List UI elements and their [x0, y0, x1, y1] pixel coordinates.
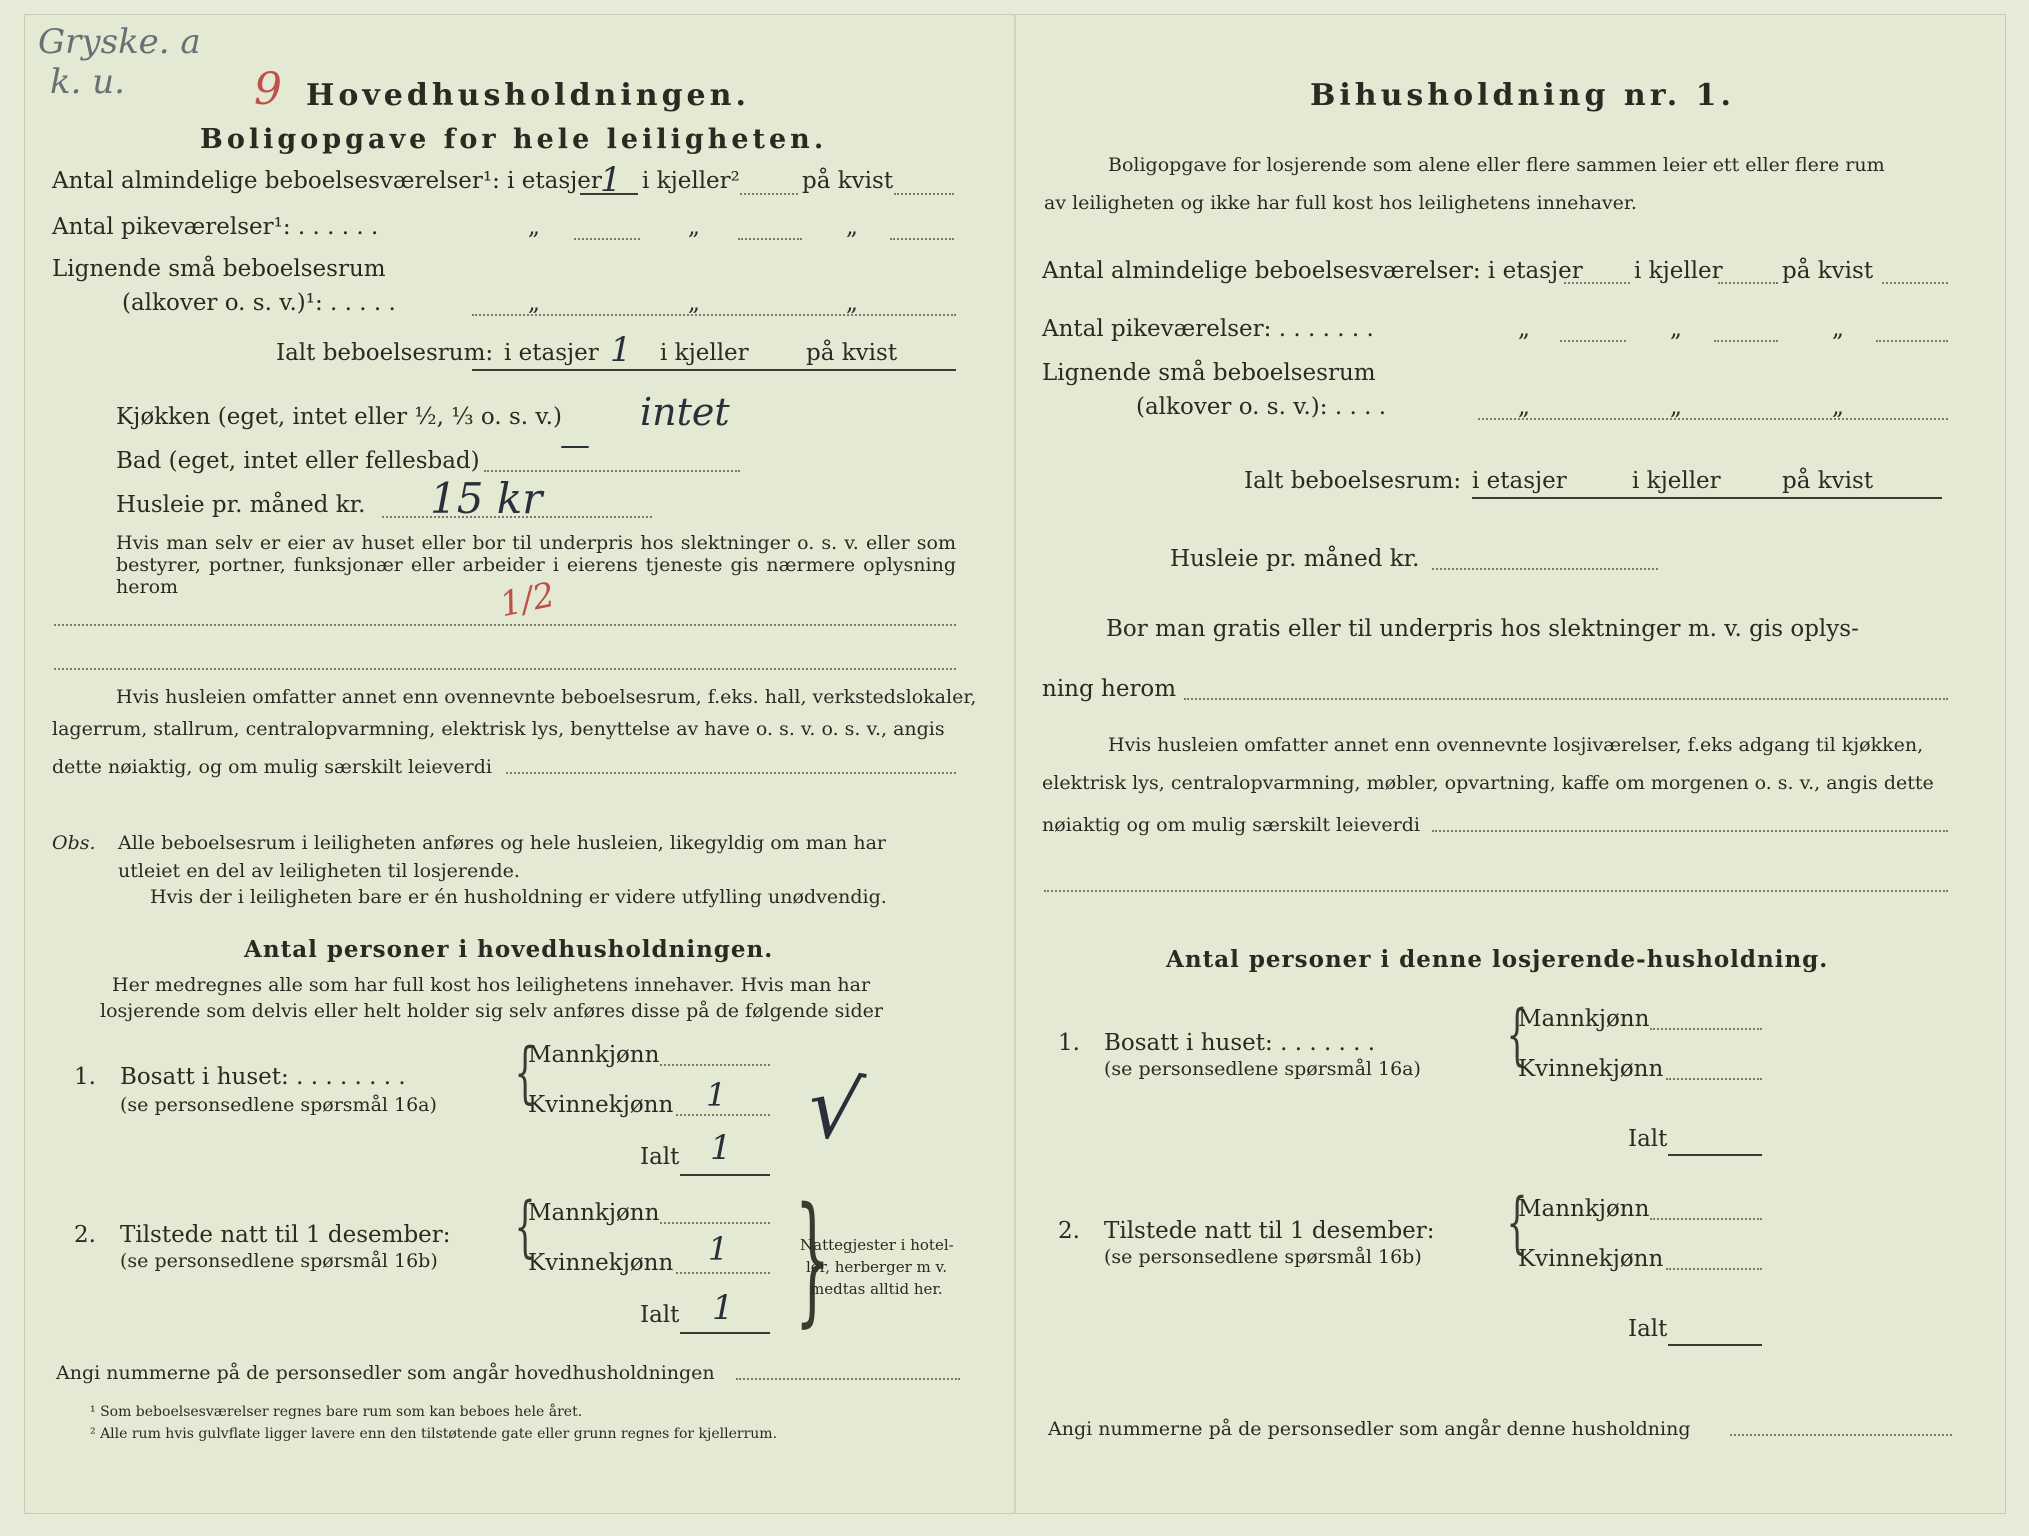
right-q2-kvinne-label: Kvinnekjønn	[1518, 1246, 1664, 1272]
right-q1-sub: (se personsedlene spørsmål 16a)	[1104, 1058, 1421, 1080]
right-gratis-field[interactable]	[1184, 698, 1948, 700]
right-q1-brace: {	[1506, 996, 1528, 1073]
left-small-rooms-label-2: (alkover o. s. v.)¹: . . . . .	[122, 290, 396, 316]
left-rooms-paa-kvist: på kvist	[802, 168, 894, 194]
ditto-mark: „	[1518, 394, 1530, 420]
right-pike-label: Antal pikeværelser: . . . . . . .	[1042, 316, 1374, 342]
right-intro-1: Boligopgave for losjerende som alene eller flere sammen leier ett eller flere rum	[1108, 154, 1885, 176]
left-q2-mann-field[interactable]	[660, 1222, 770, 1224]
right-total-paa-kvist: på kvist	[1782, 468, 1874, 494]
pencil-note-line-1: Gryske. a	[38, 22, 201, 62]
right-pike-kjeller-field[interactable]	[1714, 340, 1778, 342]
left-owner-text: Hvis man selv er eier av huset eller bor til underpris hos slektninger o. s. v. eller som bestyrer, portner, funksjonær eller arbeider i eierens tjeneste gis nærmere oplysning herom	[116, 532, 956, 598]
right-numbers-field[interactable]	[1730, 1434, 1952, 1436]
left-q1-mann-field[interactable]	[660, 1064, 770, 1066]
left-includes-text-2: lagerrum, stallrum, centralopvarmning, elektrisk lys, benyttelse av have o. s. v. o. s. v., angis	[52, 718, 945, 740]
night-guests-text-1: Nattegjester i hotel-	[800, 1236, 954, 1254]
left-q1-ialt-value: 1	[710, 1128, 732, 1168]
left-q2-brace: {	[514, 1188, 536, 1265]
left-bath-value: —	[560, 428, 590, 463]
right-rooms-i-kjeller: i kjeller	[1634, 258, 1723, 284]
right-gratis-text-1: Bor man gratis eller til underpris hos slektninger m. v. gis oplys-	[1106, 616, 1859, 642]
left-q2-mann-label: Mannkjønn	[528, 1200, 660, 1226]
left-kitchen-label: Kjøkken (eget, intet eller ½, ⅓ o. s. v.)	[116, 404, 562, 430]
left-subtitle: Boligopgave for hele leiligheten.	[200, 124, 828, 155]
left-q2-sub: (se personsedlene spørsmål 16b)	[120, 1250, 438, 1272]
right-q2-label: Tilstede natt til 1 desember:	[1104, 1218, 1435, 1244]
right-q1-kvinne-label: Kvinnekjønn	[1518, 1056, 1664, 1082]
left-obs-text-1: Alle beboelsesrum i leiligheten anføres og hele husleien, likegyldig om man har	[118, 832, 886, 854]
right-q2-sub: (se personsedlene spørsmål 16b)	[1104, 1246, 1422, 1268]
left-includes-field[interactable]	[506, 772, 956, 774]
house-number: 9	[254, 64, 282, 115]
right-q2-mann-field[interactable]	[1650, 1218, 1762, 1220]
left-obs-text-2: utleiet en del av leiligheten til losjerende.	[118, 860, 520, 882]
right-persons-title: Antal personer i denne losjerende-husholdning.	[1166, 946, 1829, 973]
night-guests-text-3: medtas alltid her.	[810, 1280, 943, 1298]
right-rooms-label: Antal almindelige beboelsesværelser: i etasjer	[1042, 258, 1583, 284]
left-obs-label: Obs.	[52, 832, 96, 854]
left-rooms-kvist-field[interactable]	[894, 193, 954, 195]
left-q1-number: 1.	[74, 1064, 96, 1090]
right-rooms-paa-kvist: på kvist	[1782, 258, 1874, 284]
ditto-mark: „	[846, 214, 858, 240]
left-q1-mann-label: Mannkjønn	[528, 1042, 660, 1068]
left-q1-kvinne-value: 1	[706, 1076, 727, 1114]
right-pike-kvist-field[interactable]	[1876, 340, 1948, 342]
left-q1-brace: {	[514, 1034, 536, 1111]
left-rent-label: Husleie pr. måned kr.	[116, 492, 366, 518]
right-rent-label: Husleie pr. måned kr.	[1170, 546, 1420, 572]
left-rooms-label: Antal almindelige beboelsesværelser¹: i etasjer	[52, 168, 602, 194]
ditto-mark: „	[688, 290, 700, 316]
right-intro-2: av leiligheten og ikke har full kost hos leilighetens innehaver.	[1044, 192, 1637, 214]
right-q1-mann-label: Mannkjønn	[1518, 1006, 1650, 1032]
right-rooms-kjeller-field[interactable]	[1718, 282, 1778, 284]
left-numbers-label: Angi nummerne på de personsedler som angår hovedhusholdningen	[56, 1362, 715, 1384]
left-numbers-field[interactable]	[736, 1378, 960, 1380]
right-includes-text-3: nøiaktig og om mulig særskilt leieverdi	[1042, 814, 1420, 836]
left-small-rooms-field[interactable]	[472, 314, 956, 316]
ditto-mark: „	[846, 290, 858, 316]
left-includes-text-3: dette nøiaktig, og om mulig særskilt leieverdi	[52, 756, 492, 778]
page-fold	[1014, 14, 1016, 1514]
right-title: Bihusholdning nr. 1.	[1310, 78, 1735, 113]
left-q1-ialt-label: Ialt	[640, 1144, 680, 1170]
right-includes-text-2: elektrisk lys, centralopvarmning, møbler, opvartning, kaffe om morgenen o. s. v., angis dette	[1042, 772, 1934, 794]
right-includes-field-2[interactable]	[1044, 890, 1948, 892]
right-q2-number: 2.	[1058, 1218, 1080, 1244]
left-q1-ialt-field[interactable]	[680, 1174, 770, 1176]
ditto-mark: „	[1832, 394, 1844, 420]
right-pike-etasjer-field[interactable]	[1560, 340, 1626, 342]
left-q2-ialt-field[interactable]	[680, 1332, 770, 1334]
check-mark: √	[801, 1056, 869, 1162]
left-q1-label: Bosatt i huset: . . . . . . . .	[120, 1064, 406, 1090]
left-q1-kvinne-field[interactable]	[676, 1114, 770, 1116]
right-includes-text-1: Hvis husleien omfatter annet enn ovennevnte losjiværelser, f.eks adgang til kjøkken,	[1108, 734, 1924, 756]
right-q1-mann-field[interactable]	[1650, 1028, 1762, 1030]
left-persons-text-1: Her medregnes alle som har full kost hos leilighetens innehaver. Hvis man har	[112, 974, 871, 996]
left-q2-kvinne-label: Kvinnekjønn	[528, 1250, 674, 1276]
pencil-note-line-2: k. u.	[50, 62, 125, 102]
ditto-mark: „	[528, 290, 540, 316]
night-guests-text-2: ler, herberger m v.	[806, 1258, 947, 1276]
left-rent-value: 15 kr	[430, 474, 543, 523]
left-obs-text-3: Hvis der i leiligheten bare er én husholdning er videre utfylling unødvendig.	[150, 886, 887, 908]
left-total-etasjer-value: 1	[610, 330, 632, 370]
right-q2-kvinne-field[interactable]	[1666, 1268, 1762, 1270]
left-total-i-etasjer: i etasjer	[504, 340, 599, 366]
left-rooms-i-kjeller: i kjeller²	[642, 168, 740, 194]
right-q1-kvinne-field[interactable]	[1666, 1078, 1762, 1080]
right-q2-ialt-field[interactable]	[1668, 1344, 1762, 1346]
right-rooms-etasjer-field[interactable]	[1564, 282, 1630, 284]
left-q2-kvinne-field[interactable]	[676, 1272, 770, 1274]
right-q2-ialt-label: Ialt	[1628, 1316, 1668, 1342]
left-pike-kjeller-field[interactable]	[738, 238, 802, 240]
right-q2-mann-label: Mannkjønn	[1518, 1196, 1650, 1222]
right-total-field[interactable]	[1472, 497, 1942, 499]
left-total-paa-kvist: på kvist	[806, 340, 898, 366]
left-bath-field[interactable]	[484, 470, 740, 472]
right-total-i-etasjer: i etasjer	[1472, 468, 1567, 494]
left-rooms-kjeller-field[interactable]	[740, 193, 798, 195]
right-includes-field-1[interactable]	[1432, 830, 1948, 832]
left-q2-ialt-label: Ialt	[640, 1302, 680, 1328]
left-rooms-etasjer-value: 1	[600, 160, 622, 200]
footnote-2: ² Alle rum hvis gulvflate ligger lavere enn den tilstøtende gate eller grunn regnes for kjellerrum.	[90, 1426, 778, 1442]
left-pike-etasjer-field[interactable]	[574, 238, 640, 240]
ditto-mark: „	[1832, 316, 1844, 342]
left-persons-text-2: losjerende som delvis eller helt holder sig selv anføres disse på de følgende sider	[100, 1000, 883, 1022]
right-q1-number: 1.	[1058, 1030, 1080, 1056]
right-rent-field[interactable]	[1432, 568, 1658, 570]
left-total-field[interactable]	[472, 369, 956, 371]
left-owner-field-2[interactable]	[54, 668, 956, 670]
left-q2-label: Tilstede natt til 1 desember:	[120, 1222, 451, 1248]
left-kitchen-value: intet	[640, 390, 730, 434]
left-q1-kvinne-label: Kvinnekjønn	[528, 1092, 674, 1118]
right-small-rooms-label-1: Lignende små beboelsesrum	[1042, 360, 1376, 386]
right-q1-ialt-field[interactable]	[1668, 1154, 1762, 1156]
right-numbers-label: Angi nummerne på de personsedler som angår denne husholdning	[1048, 1418, 1691, 1440]
left-includes-text-1: Hvis husleien omfatter annet enn ovennevnte beboelsesrum, f.eks. hall, verkstedslokaler,	[116, 686, 977, 708]
right-q2-brace: {	[1506, 1184, 1528, 1261]
left-q2-right-brace: }	[794, 1178, 831, 1341]
right-q1-ialt-label: Ialt	[1628, 1126, 1668, 1152]
ditto-mark: „	[1670, 394, 1682, 420]
left-pike-label: Antal pikeværelser¹: . . . . . .	[52, 214, 379, 240]
left-owner-field-1[interactable]	[54, 624, 956, 626]
left-q2-ialt-value: 1	[712, 1288, 734, 1328]
left-total-label: Ialt beboelsesrum:	[276, 340, 494, 366]
left-pike-kvist-field[interactable]	[890, 238, 954, 240]
left-title: Hovedhusholdningen.	[306, 78, 750, 113]
left-persons-title: Antal personer i hovedhusholdningen.	[244, 936, 774, 963]
ditto-mark: „	[1518, 316, 1530, 342]
ditto-mark: „	[688, 214, 700, 240]
right-rooms-kvist-field[interactable]	[1882, 282, 1948, 284]
left-q2-kvinne-value: 1	[708, 1230, 729, 1268]
left-q1-sub: (se personsedlene spørsmål 16a)	[120, 1094, 437, 1116]
right-small-rooms-field[interactable]	[1478, 418, 1948, 420]
left-small-rooms-label-1: Lignende små beboelsesrum	[52, 256, 386, 282]
left-bath-label: Bad (eget, intet eller fellesbad)	[116, 448, 480, 474]
ditto-mark: „	[1670, 316, 1682, 342]
right-total-label: Ialt beboelsesrum:	[1244, 468, 1462, 494]
footnote-1: ¹ Som beboelsesværelser regnes bare rum som kan beboes hele året.	[90, 1404, 583, 1420]
right-q1-label: Bosatt i huset: . . . . . . .	[1104, 1030, 1376, 1056]
ditto-mark: „	[528, 214, 540, 240]
left-q2-number: 2.	[74, 1222, 96, 1248]
left-total-i-kjeller: i kjeller	[660, 340, 749, 366]
right-total-i-kjeller: i kjeller	[1632, 468, 1721, 494]
right-small-rooms-label-2: (alkover o. s. v.): . . . .	[1136, 394, 1387, 420]
right-gratis-text-2: ning herom	[1042, 676, 1177, 702]
left-rent-note: 1/2	[496, 574, 559, 626]
